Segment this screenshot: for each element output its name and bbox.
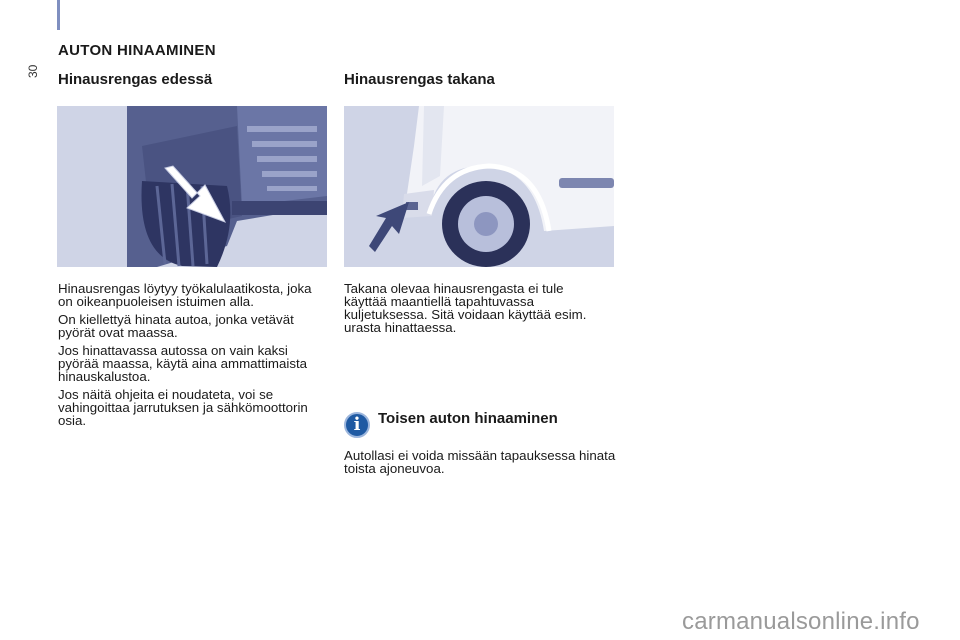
info-title: Toisen auton hinaaminen: [378, 410, 558, 427]
front-paragraph: Jos näitä ohjeita ei noudateta, voi se vahingoittaa jarrutuksen ja sähkömoottorin osia.: [58, 387, 308, 428]
section-title: AUTON HINAAMINEN: [58, 42, 216, 59]
front-paragraph: Jos hinattavassa autossa on vain kaksi pyörää maassa, käytä aina ammattimaista hinauskalustoa.: [58, 343, 308, 384]
page-number: 30: [26, 64, 40, 78]
watermark: carmanualsonline.info: [682, 608, 920, 635]
info-text: [344, 449, 619, 480]
front-heading: Hinausrengas edessä: [58, 71, 213, 88]
rear-paragraph: Takana olevaa hinausrengasta ei tule käyttää maantiellä tapahtuvassa kuljetuksessa. Sitä voidaan käyttää esim. urasta hinattaessa.: [344, 281, 587, 335]
rear-text: [344, 282, 602, 339]
front-towing-illustration: [57, 106, 327, 267]
front-paragraph: Hinausrengas löytyy työkalulaatikosta, joka on oikeanpuoleisen istuimen alla.: [58, 281, 312, 309]
front-paragraph: On kiellettyä hinata autoa, jonka vetävät pyörät ovat maassa.: [58, 312, 294, 340]
rear-heading: Hinausrengas takana: [344, 71, 495, 88]
front-text: [58, 282, 328, 432]
margin-accent-line: [57, 0, 60, 30]
info-paragraph: Autollasi ei voida missään tapauksessa hinata toista ajoneuvoa.: [344, 448, 616, 476]
info-icon: i: [344, 412, 370, 438]
rear-towing-illustration: [344, 106, 614, 267]
